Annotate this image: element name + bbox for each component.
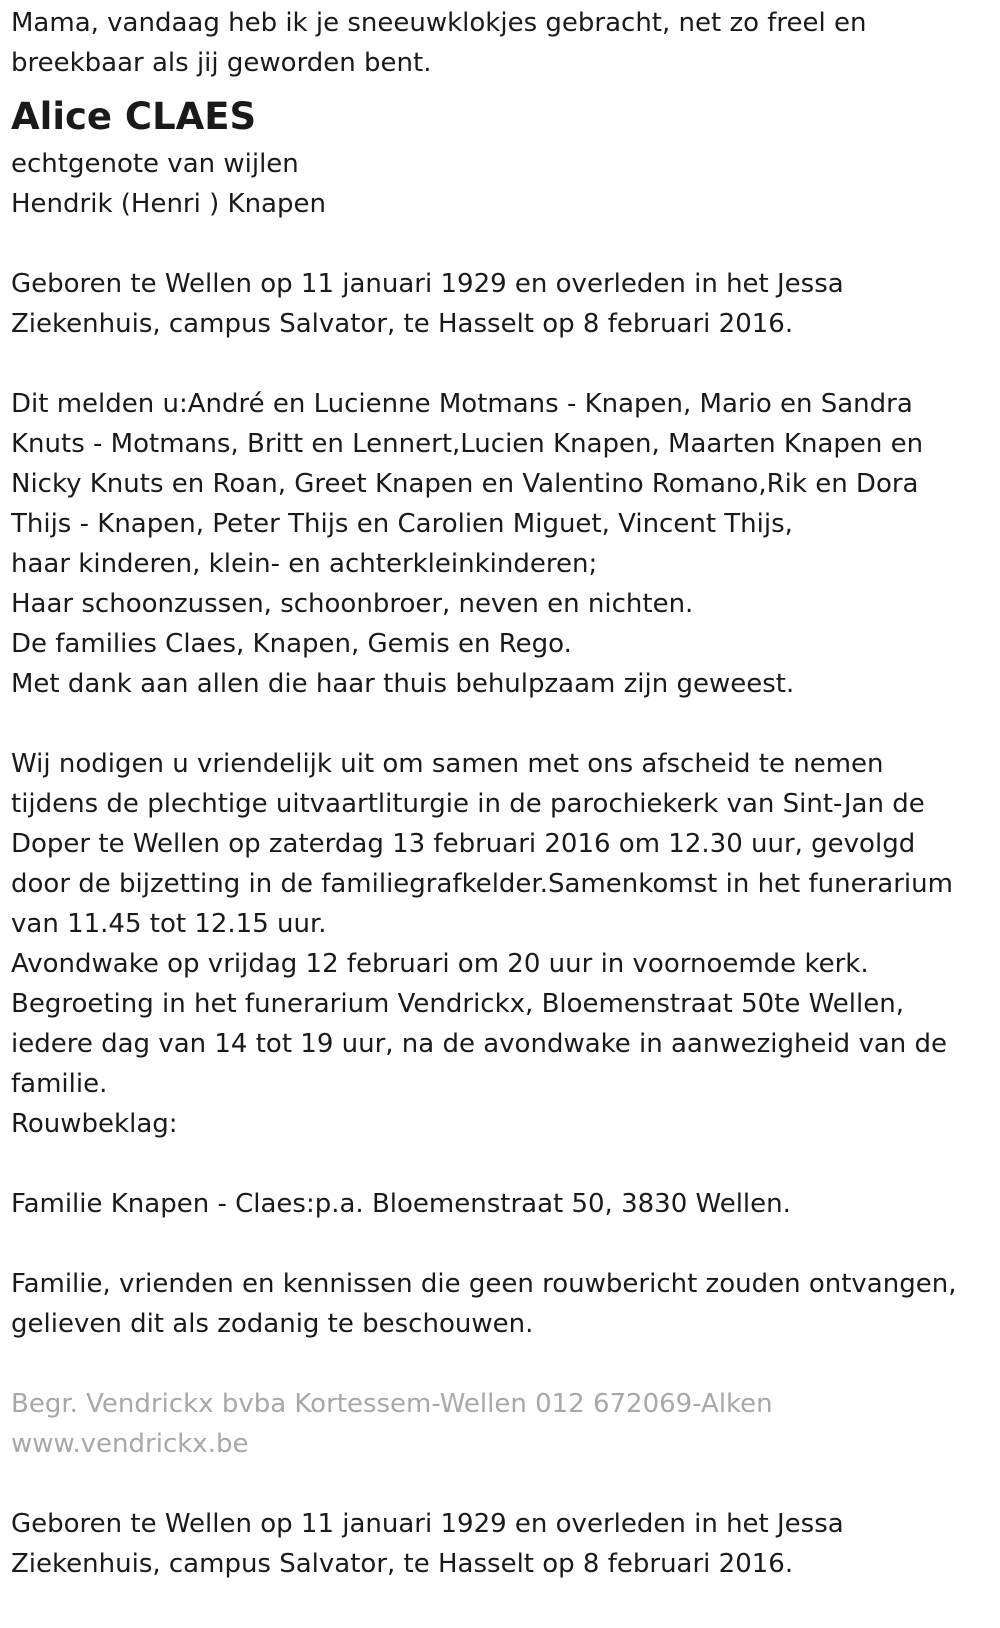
announcement-line: haar kinderen, klein- en achterkleinkinderen; xyxy=(11,549,598,579)
notice-line: Familie, vrienden en kennissen die geen rouwbericht zouden ontvangen, xyxy=(11,1269,957,1299)
ceremony-paragraph xyxy=(11,744,990,1144)
announcement-line: Dit melden u:André en Lucienne Motmans - Knapen, Mario en Sandra xyxy=(11,389,913,419)
ceremony-line: Rouwbeklag: xyxy=(11,1109,178,1139)
spouse-line: echtgenote van wijlen xyxy=(11,149,299,179)
ceremony-line: Doper te Wellen op zaterdag 13 februari 2016 om 12.30 uur, gevolgd xyxy=(11,829,916,859)
birth-death-line: Ziekenhuis, campus Salvator, te Hasselt op 8 februari 2016. xyxy=(11,309,794,339)
ceremony-line: van 11.45 tot 12.15 uur. xyxy=(11,909,327,939)
spacer xyxy=(11,224,990,264)
funeral-home-line: Begr. Vendrickx bvba Kortessem-Wellen 012 672069-Alken xyxy=(11,1389,773,1419)
ceremony-line: iedere dag van 14 tot 19 uur, na de avondwake in aanwezigheid van de xyxy=(11,1029,948,1059)
spouse-line: Hendrik (Henri ) Knapen xyxy=(11,189,326,219)
deceased-name: Alice CLAES xyxy=(11,95,257,138)
spacer xyxy=(11,1144,990,1184)
condolence-address xyxy=(11,1184,990,1224)
spacer xyxy=(11,344,990,384)
birth-death-repeat xyxy=(11,1504,990,1584)
ceremony-line: tijdens de plechtige uitvaartliturgie in de parochiekerk van Sint-Jan de xyxy=(11,789,925,819)
spacer xyxy=(11,704,990,744)
notice-line: gelieven dit als zodanig te beschouwen. xyxy=(11,1309,534,1339)
announcement-line: Thijs - Knapen, Peter Thijs en Carolien Miguet, Vincent Thijs, xyxy=(11,509,793,539)
notice-paragraph xyxy=(11,1264,990,1344)
spacer xyxy=(11,1344,990,1384)
birth-death-line: Ziekenhuis, campus Salvator, te Hasselt op 8 februari 2016. xyxy=(11,1549,794,1579)
announcement-paragraph xyxy=(11,384,990,704)
birth-death-line: Geboren te Wellen op 11 januari 1929 en overleden in het Jessa xyxy=(11,269,844,299)
intro-line: breekbaar als jij geworden bent. xyxy=(11,48,432,78)
intro-verse xyxy=(11,3,990,83)
spacer xyxy=(11,1464,990,1504)
announcement-line: Haar schoonzussen, schoonbroer, neven en nichten. xyxy=(11,589,694,619)
announcement-line: Knuts - Motmans, Britt en Lennert,Lucien Knapen, Maarten Knapen en xyxy=(11,429,924,459)
ceremony-line: Begroeting in het funerarium Vendrickx, Bloemenstraat 50te Wellen, xyxy=(11,989,904,1019)
ceremony-line: Avondwake op vrijdag 12 februari om 20 uur in voornoemde kerk. xyxy=(11,949,869,979)
funeral-home-info xyxy=(11,1384,990,1464)
announcement-line: Nicky Knuts en Roan, Greet Knapen en Valentino Romano,Rik en Dora xyxy=(11,469,919,499)
ceremony-line: door de bijzetting in de familiegrafkelder.Samenkomst in het funerarium xyxy=(11,869,953,899)
announcement-line: De families Claes, Knapen, Gemis en Rego. xyxy=(11,629,572,659)
condolence-address-line: Familie Knapen - Claes:p.a. Bloemenstraat 50, 3830 Wellen. xyxy=(11,1189,791,1219)
funeral-home-website: www.vendrickx.be xyxy=(11,1429,249,1459)
birth-death-line: Geboren te Wellen op 11 januari 1929 en overleden in het Jessa xyxy=(11,1509,844,1539)
birth-death-info xyxy=(11,264,990,344)
spacer xyxy=(11,1224,990,1264)
ceremony-line: familie. xyxy=(11,1069,108,1099)
announcement-line: Met dank aan allen die haar thuis behulpzaam zijn geweest. xyxy=(11,669,795,699)
spouse-info xyxy=(11,144,990,224)
ceremony-line: Wij nodigen u vriendelijk uit om samen met ons afscheid te nemen xyxy=(11,749,884,779)
intro-line: Mama, vandaag heb ik je sneeuwklokjes gebracht, net zo freel en xyxy=(11,8,867,38)
